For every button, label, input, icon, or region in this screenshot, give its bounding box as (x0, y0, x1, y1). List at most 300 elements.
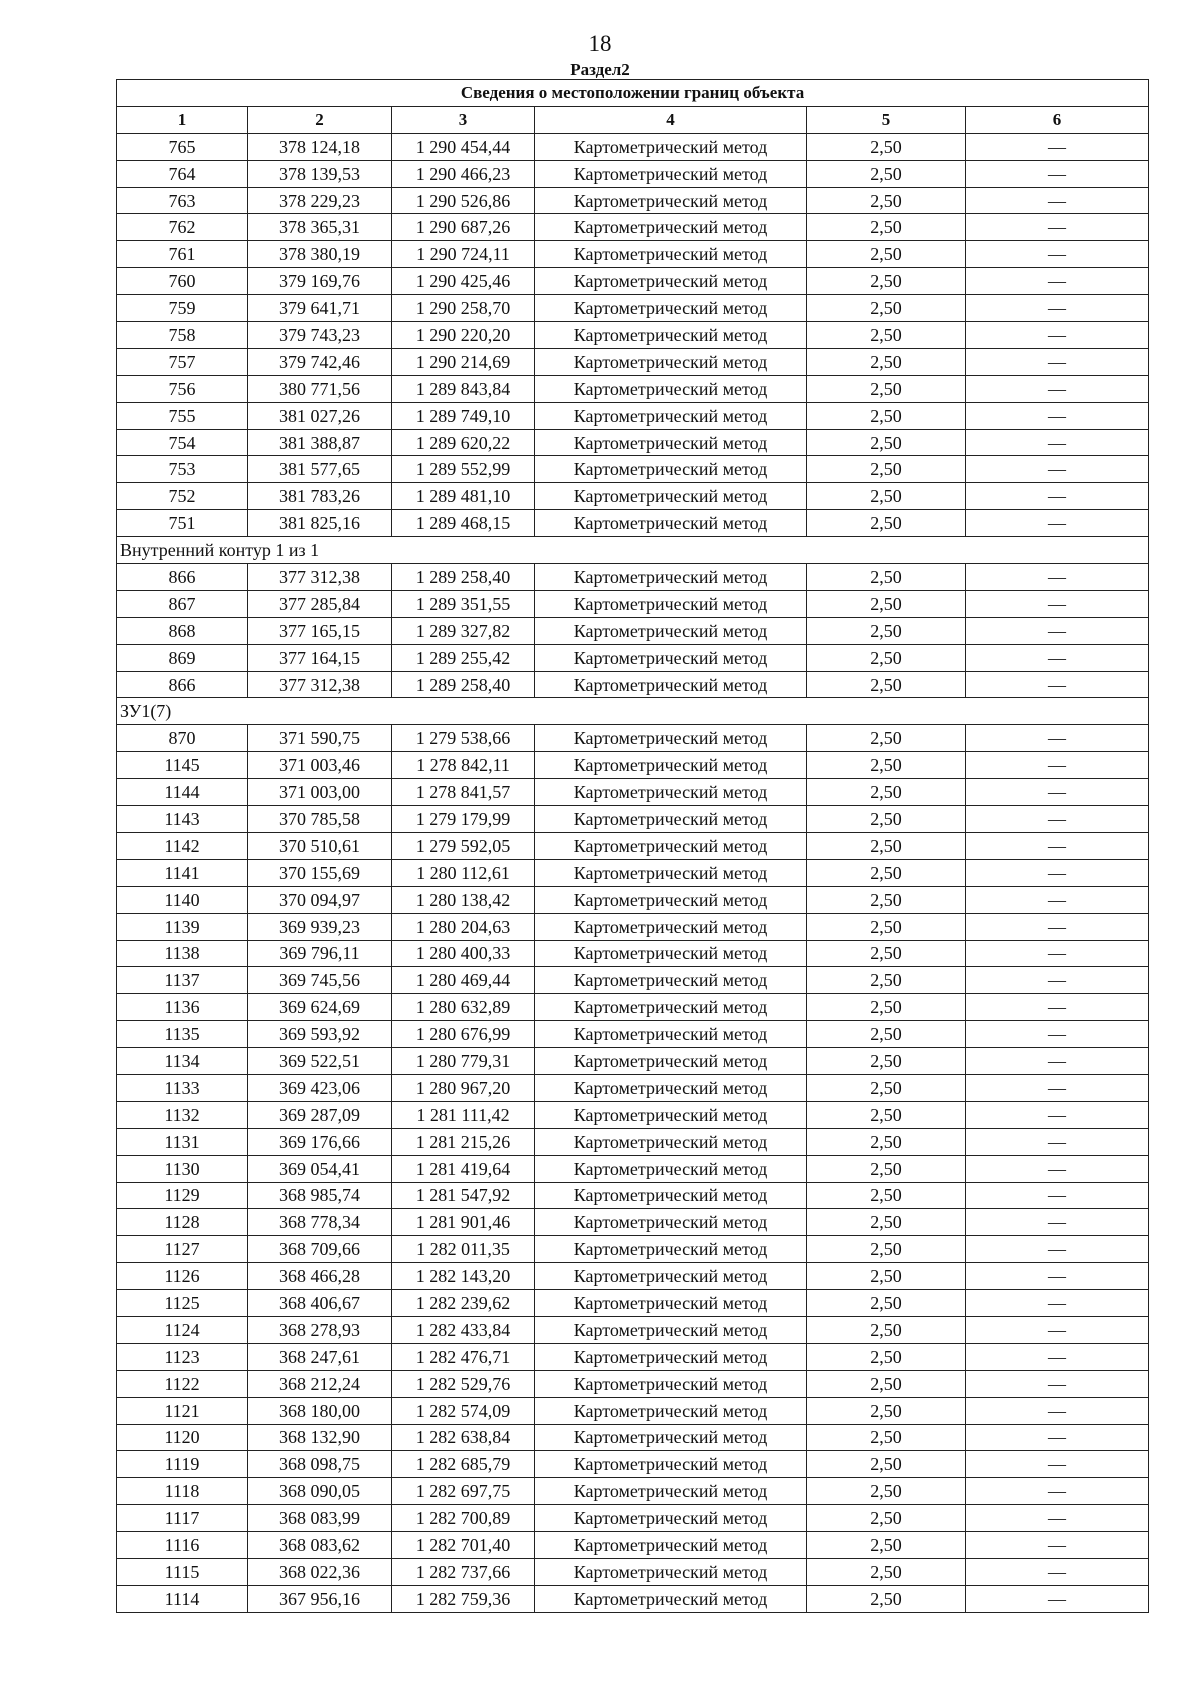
y-coordinate-cell: 1 282 143,20 (392, 1263, 535, 1290)
table-row (117, 1263, 1149, 1290)
note-cell: — (966, 510, 1149, 537)
point-number-cell: 754 (117, 429, 248, 456)
table-row (117, 1397, 1149, 1424)
point-number-cell: 1115 (117, 1558, 248, 1585)
y-coordinate-cell: 1 282 011,35 (392, 1236, 535, 1263)
note-cell: — (966, 644, 1149, 671)
accuracy-cell: 2,50 (807, 1048, 966, 1075)
accuracy-cell: 2,50 (807, 1397, 966, 1424)
y-coordinate-cell: 1 280 112,61 (392, 859, 535, 886)
y-coordinate-cell: 1 282 574,09 (392, 1397, 535, 1424)
x-coordinate-cell: 381 388,87 (248, 429, 392, 456)
y-coordinate-cell: 1 281 901,46 (392, 1209, 535, 1236)
x-coordinate-cell: 379 742,46 (248, 348, 392, 375)
point-number-cell: 1121 (117, 1397, 248, 1424)
y-coordinate-cell: 1 282 700,89 (392, 1505, 535, 1532)
note-cell: — (966, 590, 1149, 617)
point-number-cell: 1133 (117, 1074, 248, 1101)
accuracy-cell: 2,50 (807, 402, 966, 429)
point-number-cell: 1135 (117, 1021, 248, 1048)
x-coordinate-cell: 378 229,23 (248, 187, 392, 214)
method-cell: Картометрический метод (535, 187, 807, 214)
x-coordinate-cell: 371 590,75 (248, 725, 392, 752)
accuracy-cell: 2,50 (807, 483, 966, 510)
y-coordinate-cell: 1 289 327,82 (392, 617, 535, 644)
point-number-cell: 866 (117, 671, 248, 698)
accuracy-cell: 2,50 (807, 1182, 966, 1209)
accuracy-cell: 2,50 (807, 671, 966, 698)
accuracy-cell: 2,50 (807, 510, 966, 537)
x-coordinate-cell: 379 743,23 (248, 322, 392, 349)
method-cell: Картометрический метод (535, 241, 807, 268)
point-number-cell: 1144 (117, 779, 248, 806)
accuracy-cell: 2,50 (807, 1209, 966, 1236)
method-cell: Картометрический метод (535, 214, 807, 241)
method-cell: Картометрический метод (535, 295, 807, 322)
note-cell: — (966, 1048, 1149, 1075)
point-number-cell: 1129 (117, 1182, 248, 1209)
point-number-cell: 870 (117, 725, 248, 752)
point-number-cell: 1119 (117, 1451, 248, 1478)
table-row (117, 617, 1149, 644)
method-cell: Картометрический метод (535, 590, 807, 617)
y-coordinate-cell: 1 290 425,46 (392, 268, 535, 295)
note-cell: — (966, 1532, 1149, 1559)
group-label: Внутренний контур 1 из 1 (117, 537, 1149, 564)
accuracy-cell: 2,50 (807, 1505, 966, 1532)
note-cell: — (966, 1505, 1149, 1532)
accuracy-cell: 2,50 (807, 644, 966, 671)
method-cell: Картометрический метод (535, 859, 807, 886)
table-title: Сведения о местоположении границ объекта (117, 80, 1149, 107)
point-number-cell: 751 (117, 510, 248, 537)
method-cell: Картометрический метод (535, 752, 807, 779)
y-coordinate-cell: 1 282 685,79 (392, 1451, 535, 1478)
x-coordinate-cell: 369 522,51 (248, 1048, 392, 1075)
point-number-cell: 1137 (117, 967, 248, 994)
x-coordinate-cell: 381 577,65 (248, 456, 392, 483)
accuracy-cell: 2,50 (807, 1343, 966, 1370)
x-coordinate-cell: 381 825,16 (248, 510, 392, 537)
table-row (117, 779, 1149, 806)
method-cell: Картометрический метод (535, 402, 807, 429)
method-cell: Картометрический метод (535, 1048, 807, 1075)
note-cell: — (966, 779, 1149, 806)
point-number-cell: 1143 (117, 806, 248, 833)
table-row (117, 1451, 1149, 1478)
table-body (117, 133, 1149, 1612)
x-coordinate-cell: 368 212,24 (248, 1370, 392, 1397)
y-coordinate-cell: 1 281 215,26 (392, 1128, 535, 1155)
x-coordinate-cell: 378 139,53 (248, 160, 392, 187)
table-row (117, 1424, 1149, 1451)
method-cell: Картометрический метод (535, 1370, 807, 1397)
method-cell: Картометрический метод (535, 1585, 807, 1612)
note-cell: — (966, 1074, 1149, 1101)
x-coordinate-cell: 368 406,67 (248, 1290, 392, 1317)
method-cell: Картометрический метод (535, 832, 807, 859)
table-row (117, 322, 1149, 349)
point-number-cell: 1117 (117, 1505, 248, 1532)
method-cell: Картометрический метод (535, 725, 807, 752)
point-number-cell: 759 (117, 295, 248, 322)
note-cell: — (966, 1316, 1149, 1343)
point-number-cell: 1127 (117, 1236, 248, 1263)
point-number-cell: 1131 (117, 1128, 248, 1155)
accuracy-cell: 2,50 (807, 214, 966, 241)
method-cell: Картометрический метод (535, 1128, 807, 1155)
y-coordinate-cell: 1 290 724,11 (392, 241, 535, 268)
note-cell: — (966, 483, 1149, 510)
table-row (117, 1343, 1149, 1370)
x-coordinate-cell: 370 155,69 (248, 859, 392, 886)
x-coordinate-cell: 368 709,66 (248, 1236, 392, 1263)
table-row (117, 1290, 1149, 1317)
y-coordinate-cell: 1 281 111,42 (392, 1101, 535, 1128)
y-coordinate-cell: 1 280 676,99 (392, 1021, 535, 1048)
method-cell: Картометрический метод (535, 913, 807, 940)
method-cell: Картометрический метод (535, 483, 807, 510)
table-row (117, 429, 1149, 456)
note-cell: — (966, 886, 1149, 913)
column-number-row (117, 106, 1149, 133)
accuracy-cell: 2,50 (807, 806, 966, 833)
table-row (117, 241, 1149, 268)
accuracy-cell: 2,50 (807, 1074, 966, 1101)
x-coordinate-cell: 368 247,61 (248, 1343, 392, 1370)
note-cell: — (966, 1370, 1149, 1397)
x-coordinate-cell: 381 027,26 (248, 402, 392, 429)
y-coordinate-cell: 1 280 967,20 (392, 1074, 535, 1101)
boundary-coordinates-table (116, 79, 1149, 1613)
y-coordinate-cell: 1 289 749,10 (392, 402, 535, 429)
method-cell: Картометрический метод (535, 1182, 807, 1209)
y-coordinate-cell: 1 290 687,26 (392, 214, 535, 241)
point-number-cell: 1122 (117, 1370, 248, 1397)
x-coordinate-cell: 368 090,05 (248, 1478, 392, 1505)
table-row (117, 1021, 1149, 1048)
note-cell: — (966, 1424, 1149, 1451)
method-cell: Картометрический метод (535, 429, 807, 456)
y-coordinate-cell: 1 289 258,40 (392, 671, 535, 698)
accuracy-cell: 2,50 (807, 590, 966, 617)
point-number-cell: 764 (117, 160, 248, 187)
method-cell: Картометрический метод (535, 967, 807, 994)
note-cell: — (966, 268, 1149, 295)
note-cell: — (966, 402, 1149, 429)
table-row (117, 295, 1149, 322)
method-cell: Картометрический метод (535, 1263, 807, 1290)
method-cell: Картометрический метод (535, 1451, 807, 1478)
y-coordinate-cell: 1 290 220,20 (392, 322, 535, 349)
note-cell: — (966, 187, 1149, 214)
table-row (117, 1074, 1149, 1101)
accuracy-cell: 2,50 (807, 1101, 966, 1128)
x-coordinate-cell: 378 380,19 (248, 241, 392, 268)
x-coordinate-cell: 381 783,26 (248, 483, 392, 510)
accuracy-cell: 2,50 (807, 1478, 966, 1505)
x-coordinate-cell: 369 745,56 (248, 967, 392, 994)
note-cell: — (966, 160, 1149, 187)
table-row (117, 967, 1149, 994)
accuracy-cell: 2,50 (807, 617, 966, 644)
group-row (117, 537, 1149, 564)
column-header: 3 (392, 106, 535, 133)
point-number-cell: 752 (117, 483, 248, 510)
point-number-cell: 765 (117, 133, 248, 160)
point-number-cell: 1126 (117, 1263, 248, 1290)
method-cell: Картометрический метод (535, 806, 807, 833)
method-cell: Картометрический метод (535, 779, 807, 806)
table-row (117, 1585, 1149, 1612)
table-row (117, 160, 1149, 187)
accuracy-cell: 2,50 (807, 886, 966, 913)
point-number-cell: 869 (117, 644, 248, 671)
point-number-cell: 763 (117, 187, 248, 214)
table-row (117, 1532, 1149, 1559)
accuracy-cell: 2,50 (807, 1424, 966, 1451)
accuracy-cell: 2,50 (807, 994, 966, 1021)
note-cell: — (966, 671, 1149, 698)
table-row (117, 1101, 1149, 1128)
accuracy-cell: 2,50 (807, 1558, 966, 1585)
accuracy-cell: 2,50 (807, 725, 966, 752)
table-row (117, 214, 1149, 241)
table-row (117, 725, 1149, 752)
note-cell: — (966, 1182, 1149, 1209)
column-header: 1 (117, 106, 248, 133)
method-cell: Картометрический метод (535, 617, 807, 644)
method-cell: Картометрический метод (535, 1397, 807, 1424)
x-coordinate-cell: 378 365,31 (248, 214, 392, 241)
x-coordinate-cell: 368 132,90 (248, 1424, 392, 1451)
point-number-cell: 1130 (117, 1155, 248, 1182)
table-row (117, 268, 1149, 295)
column-header: 4 (535, 106, 807, 133)
x-coordinate-cell: 377 285,84 (248, 590, 392, 617)
point-number-cell: 1145 (117, 752, 248, 779)
point-number-cell: 1136 (117, 994, 248, 1021)
table-row (117, 1236, 1149, 1263)
method-cell: Картометрический метод (535, 1478, 807, 1505)
point-number-cell: 753 (117, 456, 248, 483)
y-coordinate-cell: 1 289 255,42 (392, 644, 535, 671)
x-coordinate-cell: 380 771,56 (248, 375, 392, 402)
note-cell: — (966, 1478, 1149, 1505)
method-cell: Картометрический метод (535, 1343, 807, 1370)
table-row (117, 590, 1149, 617)
x-coordinate-cell: 369 054,41 (248, 1155, 392, 1182)
y-coordinate-cell: 1 280 138,42 (392, 886, 535, 913)
table-row (117, 483, 1149, 510)
accuracy-cell: 2,50 (807, 1021, 966, 1048)
note-cell: — (966, 1451, 1149, 1478)
method-cell: Картометрический метод (535, 1155, 807, 1182)
x-coordinate-cell: 377 165,15 (248, 617, 392, 644)
y-coordinate-cell: 1 280 400,33 (392, 940, 535, 967)
y-coordinate-cell: 1 290 454,44 (392, 133, 535, 160)
accuracy-cell: 2,50 (807, 160, 966, 187)
table-row (117, 940, 1149, 967)
note-cell: — (966, 1236, 1149, 1263)
x-coordinate-cell: 368 180,00 (248, 1397, 392, 1424)
x-coordinate-cell: 369 796,11 (248, 940, 392, 967)
table-row (117, 1505, 1149, 1532)
table-row (117, 1182, 1149, 1209)
table-row (117, 886, 1149, 913)
table-row (117, 1209, 1149, 1236)
table-row (117, 456, 1149, 483)
x-coordinate-cell: 368 098,75 (248, 1451, 392, 1478)
point-number-cell: 867 (117, 590, 248, 617)
y-coordinate-cell: 1 280 469,44 (392, 967, 535, 994)
point-number-cell: 866 (117, 564, 248, 591)
accuracy-cell: 2,50 (807, 268, 966, 295)
accuracy-cell: 2,50 (807, 779, 966, 806)
x-coordinate-cell: 367 956,16 (248, 1585, 392, 1612)
x-coordinate-cell: 368 083,99 (248, 1505, 392, 1532)
x-coordinate-cell: 368 985,74 (248, 1182, 392, 1209)
y-coordinate-cell: 1 289 468,15 (392, 510, 535, 537)
y-coordinate-cell: 1 289 258,40 (392, 564, 535, 591)
accuracy-cell: 2,50 (807, 940, 966, 967)
method-cell: Картометрический метод (535, 1505, 807, 1532)
table-row (117, 1048, 1149, 1075)
accuracy-cell: 2,50 (807, 1128, 966, 1155)
point-number-cell: 758 (117, 322, 248, 349)
table-row (117, 402, 1149, 429)
point-number-cell: 1141 (117, 859, 248, 886)
x-coordinate-cell: 377 312,38 (248, 671, 392, 698)
x-coordinate-cell: 368 278,93 (248, 1316, 392, 1343)
x-coordinate-cell: 368 022,36 (248, 1558, 392, 1585)
note-cell: — (966, 913, 1149, 940)
x-coordinate-cell: 371 003,46 (248, 752, 392, 779)
point-number-cell: 760 (117, 268, 248, 295)
table-row (117, 1155, 1149, 1182)
x-coordinate-cell: 369 423,06 (248, 1074, 392, 1101)
method-cell: Картометрический метод (535, 886, 807, 913)
method-cell: Картометрический метод (535, 940, 807, 967)
y-coordinate-cell: 1 282 701,40 (392, 1532, 535, 1559)
accuracy-cell: 2,50 (807, 1532, 966, 1559)
point-number-cell: 1139 (117, 913, 248, 940)
y-coordinate-cell: 1 289 620,22 (392, 429, 535, 456)
table-row (117, 1370, 1149, 1397)
table-row (117, 1478, 1149, 1505)
accuracy-cell: 2,50 (807, 133, 966, 160)
table-row (117, 564, 1149, 591)
y-coordinate-cell: 1 281 547,92 (392, 1182, 535, 1209)
method-cell: Картометрический метод (535, 564, 807, 591)
table-row (117, 806, 1149, 833)
note-cell: — (966, 456, 1149, 483)
x-coordinate-cell: 379 641,71 (248, 295, 392, 322)
method-cell: Картометрический метод (535, 375, 807, 402)
point-number-cell: 1124 (117, 1316, 248, 1343)
y-coordinate-cell: 1 279 592,05 (392, 832, 535, 859)
y-coordinate-cell: 1 290 214,69 (392, 348, 535, 375)
accuracy-cell: 2,50 (807, 1263, 966, 1290)
method-cell: Картометрический метод (535, 1558, 807, 1585)
note-cell: — (966, 1290, 1149, 1317)
note-cell: — (966, 832, 1149, 859)
accuracy-cell: 2,50 (807, 1290, 966, 1317)
accuracy-cell: 2,50 (807, 241, 966, 268)
x-coordinate-cell: 369 287,09 (248, 1101, 392, 1128)
table-row (117, 752, 1149, 779)
note-cell: — (966, 1585, 1149, 1612)
note-cell: — (966, 752, 1149, 779)
accuracy-cell: 2,50 (807, 295, 966, 322)
method-cell: Картометрический метод (535, 1236, 807, 1263)
accuracy-cell: 2,50 (807, 348, 966, 375)
table-row (117, 859, 1149, 886)
note-cell: — (966, 725, 1149, 752)
x-coordinate-cell: 368 083,62 (248, 1532, 392, 1559)
y-coordinate-cell: 1 280 632,89 (392, 994, 535, 1021)
accuracy-cell: 2,50 (807, 429, 966, 456)
y-coordinate-cell: 1 280 779,31 (392, 1048, 535, 1075)
accuracy-cell: 2,50 (807, 967, 966, 994)
method-cell: Картометрический метод (535, 133, 807, 160)
y-coordinate-cell: 1 282 759,36 (392, 1585, 535, 1612)
point-number-cell: 755 (117, 402, 248, 429)
point-number-cell: 1138 (117, 940, 248, 967)
point-number-cell: 1116 (117, 1532, 248, 1559)
x-coordinate-cell: 370 785,58 (248, 806, 392, 833)
method-cell: Картометрический метод (535, 268, 807, 295)
table-row (117, 1128, 1149, 1155)
column-header: 6 (966, 106, 1149, 133)
x-coordinate-cell: 371 003,00 (248, 779, 392, 806)
y-coordinate-cell: 1 282 697,75 (392, 1478, 535, 1505)
point-number-cell: 762 (117, 214, 248, 241)
accuracy-cell: 2,50 (807, 1370, 966, 1397)
table-header (117, 80, 1149, 134)
point-number-cell: 1120 (117, 1424, 248, 1451)
note-cell: — (966, 1155, 1149, 1182)
note-cell: — (966, 348, 1149, 375)
method-cell: Картометрический метод (535, 322, 807, 349)
point-number-cell: 1134 (117, 1048, 248, 1075)
y-coordinate-cell: 1 289 481,10 (392, 483, 535, 510)
table-row (117, 187, 1149, 214)
x-coordinate-cell: 370 094,97 (248, 886, 392, 913)
y-coordinate-cell: 1 278 842,11 (392, 752, 535, 779)
note-cell: — (966, 241, 1149, 268)
method-cell: Картометрический метод (535, 1074, 807, 1101)
table-row (117, 348, 1149, 375)
point-number-cell: 757 (117, 348, 248, 375)
y-coordinate-cell: 1 282 529,76 (392, 1370, 535, 1397)
note-cell: — (966, 967, 1149, 994)
x-coordinate-cell: 368 778,34 (248, 1209, 392, 1236)
note-cell: — (966, 214, 1149, 241)
accuracy-cell: 2,50 (807, 859, 966, 886)
x-coordinate-cell: 377 164,15 (248, 644, 392, 671)
y-coordinate-cell: 1 290 526,86 (392, 187, 535, 214)
point-number-cell: 868 (117, 617, 248, 644)
note-cell: — (966, 322, 1149, 349)
section-title: Раздел2 (570, 60, 630, 79)
table-row (117, 913, 1149, 940)
group-row (117, 698, 1149, 725)
y-coordinate-cell: 1 282 737,66 (392, 1558, 535, 1585)
note-cell: — (966, 859, 1149, 886)
point-number-cell: 1118 (117, 1478, 248, 1505)
table-row (117, 671, 1149, 698)
